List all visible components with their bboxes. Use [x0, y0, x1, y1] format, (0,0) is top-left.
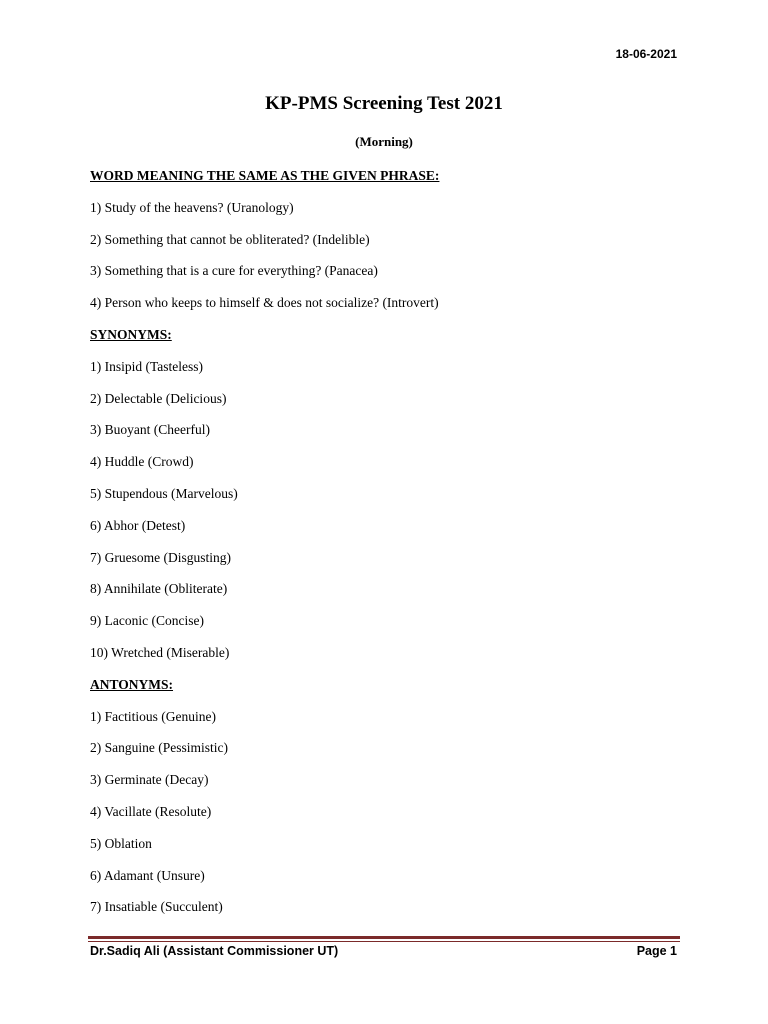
list-item: 7) Gruesome (Disgusting) [90, 549, 231, 565]
list-item: 4) Vacillate (Resolute) [90, 803, 212, 819]
section-word-meaning [90, 164, 690, 323]
list-item: 6) Adamant (Unsure) [90, 867, 205, 883]
section-heading: WORD MEANING THE SAME AS THE GIVEN PHRASE: [90, 168, 440, 183]
section-synonyms [90, 323, 690, 673]
document-title: KP-PMS Screening Test 2021 [265, 93, 503, 114]
list-item: 5) Stupendous (Marvelous) [90, 485, 238, 501]
list-item: 3) Buoyant (Cheerful) [90, 422, 210, 438]
section-antonyms [90, 673, 690, 927]
document-subtitle: (Morning) [355, 134, 413, 149]
list-item: 4) Person who keeps to himself & does not socialize? (Introvert) [90, 295, 439, 311]
list-item: 3) Something that is a cure for everything? (Panacea) [90, 263, 378, 279]
list-item: 1) Insipid (Tasteless) [90, 358, 204, 374]
footer-divider-thin [88, 941, 680, 942]
list-item: 7) Insatiable (Succulent) [90, 899, 223, 915]
list-item: 3) Germinate (Decay) [90, 772, 209, 788]
list-item: 9) Laconic (Concise) [90, 613, 204, 629]
section-heading: ANTONYMS: [90, 676, 174, 692]
list-item: 2) Something that cannot be obliterated? (Indelible) [90, 231, 370, 247]
header-date: 18-06-2021 [615, 47, 677, 61]
list-item: 2) Delectable (Delicious) [90, 390, 227, 406]
footer-author: Dr.Sadiq Ali (Assistant Commissioner UT) [90, 944, 339, 958]
list-item: 6) Abhor (Detest) [90, 517, 186, 533]
section-heading: SYNONYMS: [90, 326, 172, 342]
list-item: 8) Annihilate (Obliterate) [90, 581, 228, 597]
list-item: 1) Factitious (Genuine) [90, 708, 216, 724]
footer-divider-thick [88, 936, 680, 939]
list-item: 2) Sanguine (Pessimistic) [90, 740, 228, 756]
list-item: 5) Oblation [90, 835, 152, 851]
list-item: 10) Wretched (Miserable) [90, 644, 230, 660]
footer-page-number: Page 1 [636, 944, 677, 958]
list-item: 4) Huddle (Crowd) [90, 454, 194, 470]
list-item: 1) Study of the heavens? (Uranology) [90, 199, 294, 215]
document-body [90, 164, 690, 927]
